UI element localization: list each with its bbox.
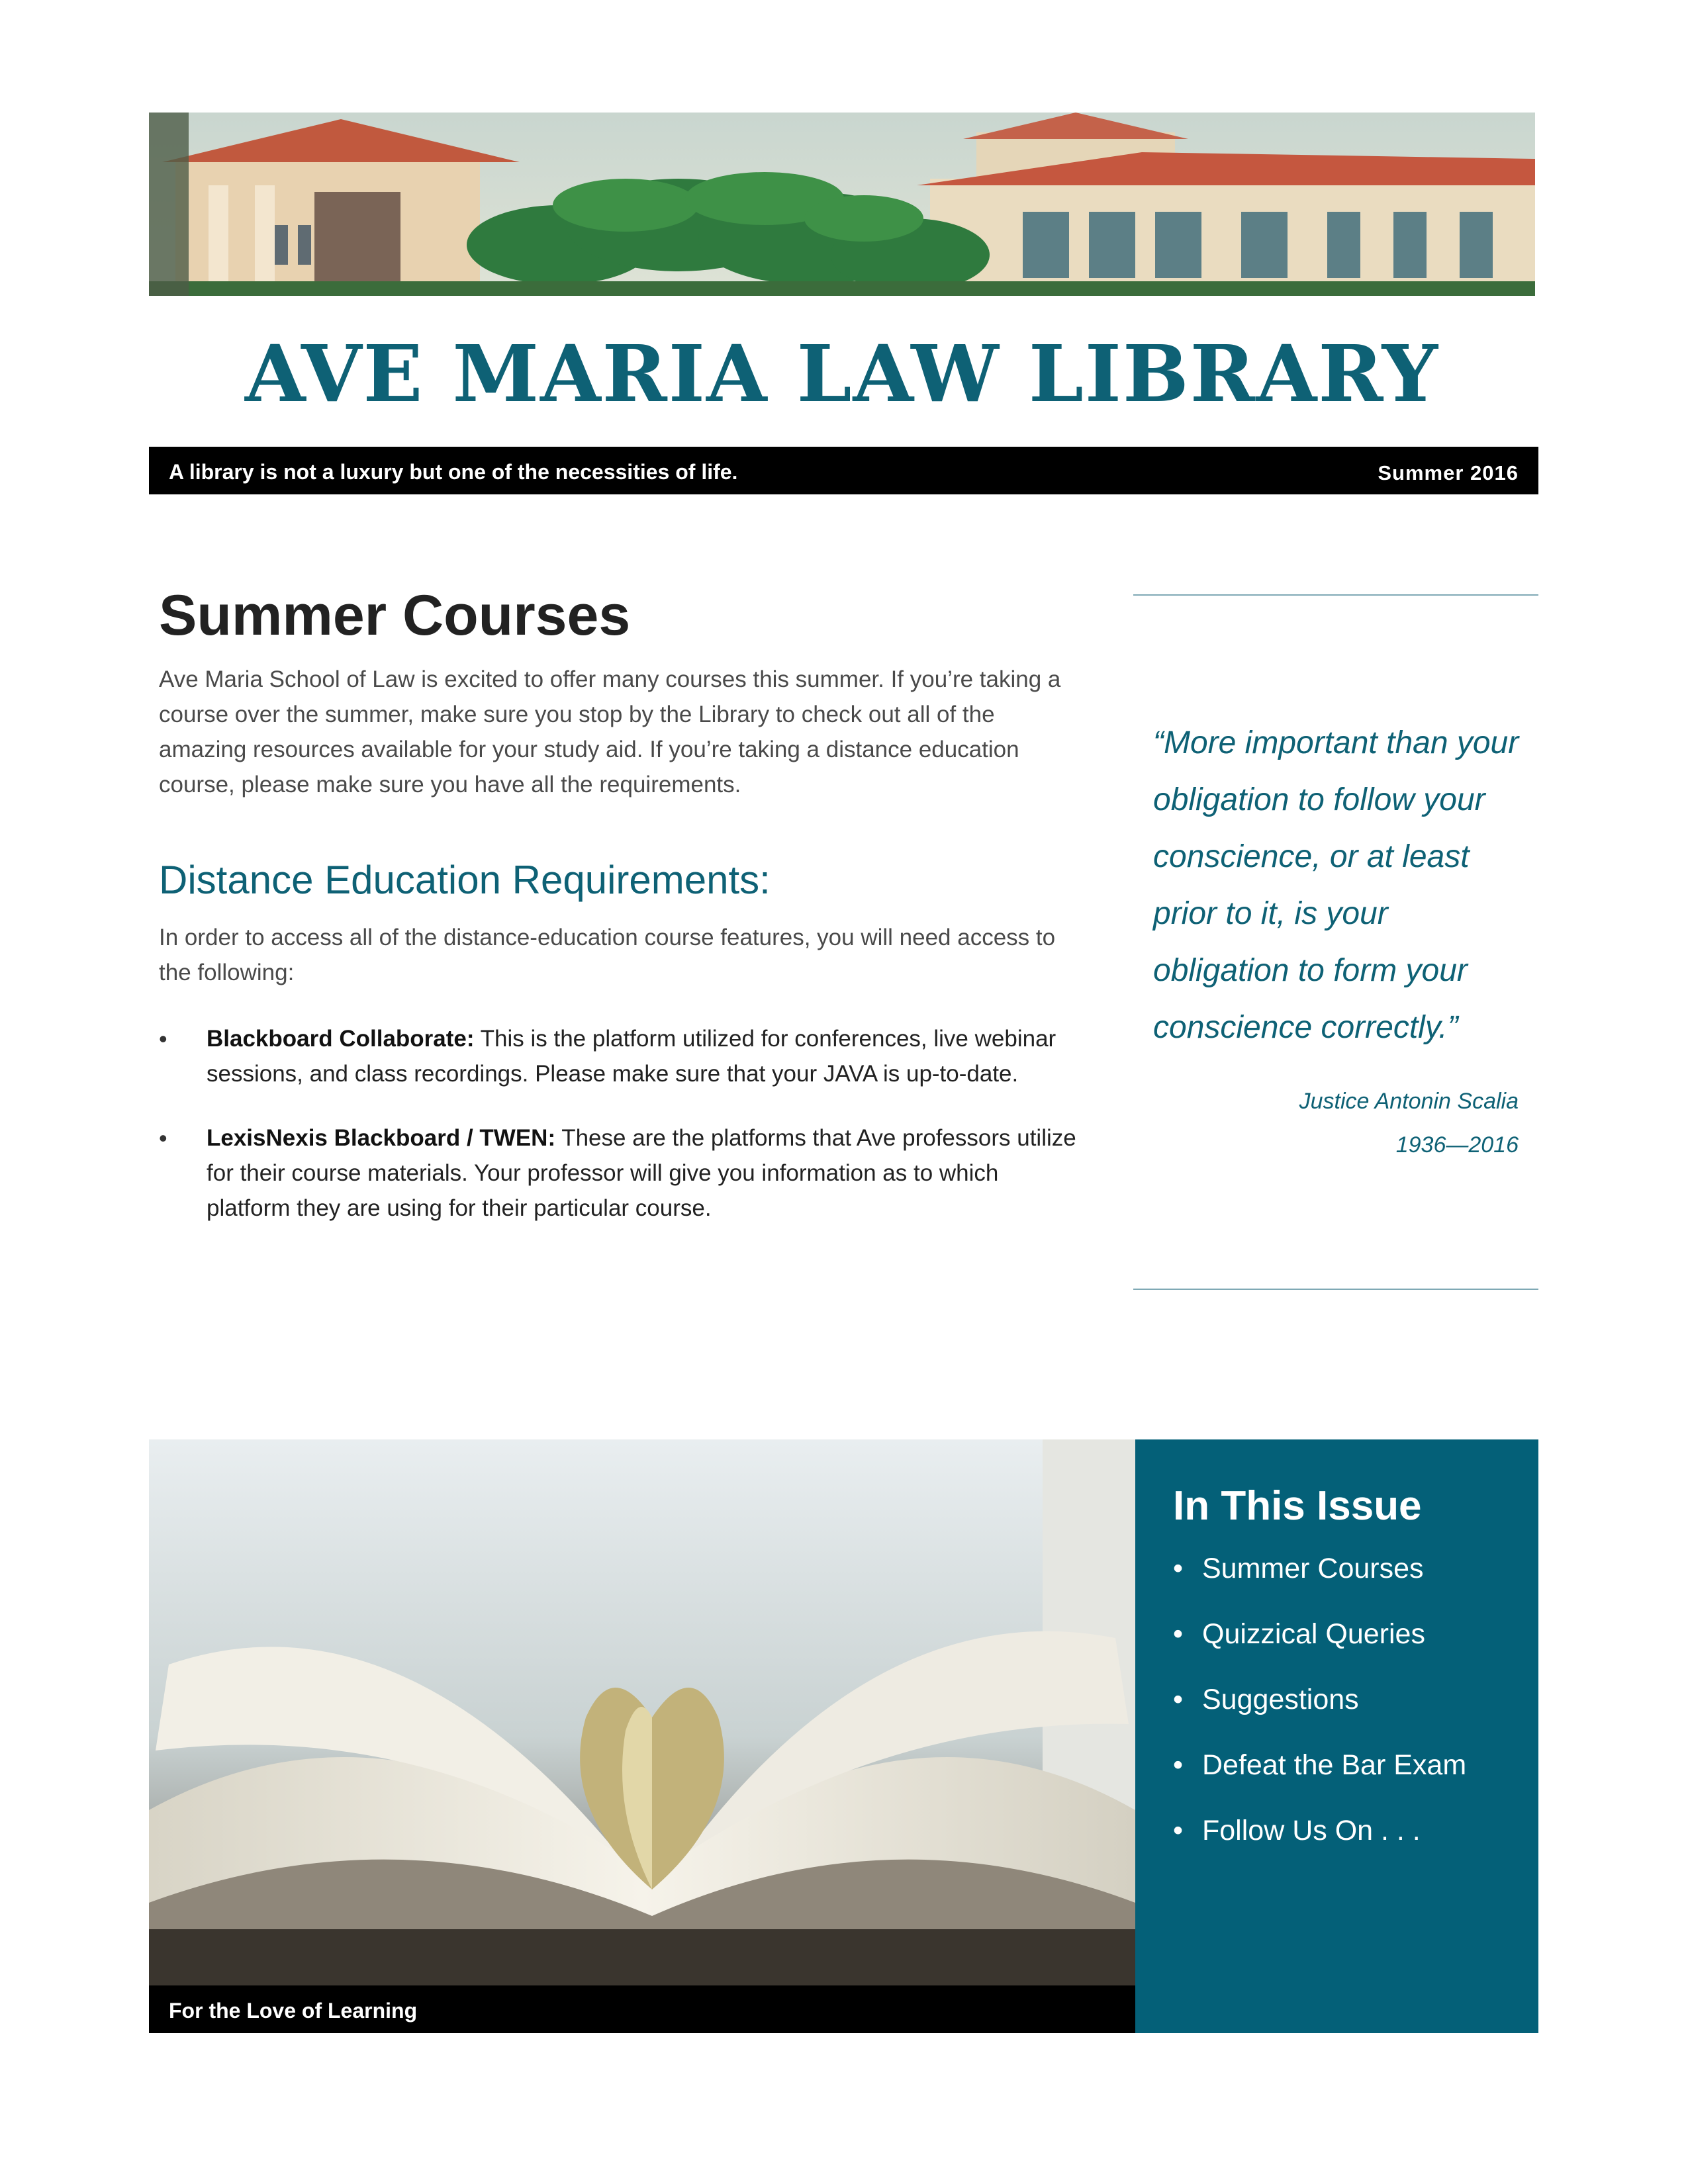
issue-item-label: Defeat the Bar Exam — [1202, 1749, 1467, 1781]
bullet: • — [1173, 1684, 1184, 1715]
bullet: • — [1173, 1749, 1184, 1781]
tagline: A library is not a luxury but one of the necessities of life. — [169, 460, 738, 484]
in-this-issue-list — [1173, 1552, 1466, 1880]
header-banner-image — [149, 113, 1535, 296]
in-this-issue-panel — [1135, 1439, 1538, 2033]
bullet: • — [1173, 1815, 1184, 1846]
book-photo — [149, 1439, 1135, 2033]
tagline-bar — [149, 447, 1538, 494]
bullet: • — [1173, 1618, 1184, 1650]
requirements-list — [159, 1021, 1086, 1255]
list-item — [1173, 1552, 1466, 1585]
requirements-intro: In order to access all of the distance-education course features, you will need access to the following: — [159, 925, 1056, 985]
quote-divider-top — [1133, 594, 1538, 596]
quote-divider-bottom — [1133, 1289, 1538, 1290]
in-this-issue-heading: In This Issue — [1173, 1483, 1422, 1529]
bullet: • — [159, 1025, 167, 1052]
list-item — [159, 1120, 1086, 1226]
list-item — [1173, 1683, 1466, 1716]
requirement-term: Blackboard Collaborate: — [207, 1026, 475, 1052]
list-item — [159, 1021, 1086, 1091]
issue-item-label: Follow Us On . . . — [1202, 1815, 1421, 1846]
article-title: Summer Courses — [159, 584, 631, 647]
issue-item-label: Quizzical Queries — [1202, 1618, 1425, 1650]
open-book-illustration — [149, 1439, 1135, 2033]
masthead-title: AVE MARIA LAW LIBRARY — [244, 328, 1440, 420]
bullet: • — [159, 1124, 167, 1152]
requirement-text: This is the platform utilized for conferences, live webinar sessions, and class recordings. Please make sure that your JAVA is up-to-date. — [207, 1026, 1056, 1087]
bullet: • — [1173, 1553, 1184, 1584]
requirements-heading: Distance Education Requirements: — [159, 858, 771, 902]
issue-item-label: Suggestions — [1202, 1684, 1359, 1715]
quote-author: Justice Antonin Scalia — [1299, 1089, 1519, 1114]
building-illustration — [149, 113, 1535, 296]
photo-caption: For the Love of Learning — [169, 1999, 418, 2023]
list-item — [1173, 1814, 1466, 1847]
issue-item-label: Summer Courses — [1202, 1553, 1424, 1584]
list-item — [1173, 1617, 1466, 1651]
photo-caption-bar — [149, 1985, 1135, 2033]
issue-date: Summer 2016 — [1378, 461, 1519, 484]
pull-quote: “More important than your obligation to follow your conscience, or at least prior to it, is your obligation to form your conscience correctly.” — [1153, 725, 1519, 1045]
article-intro: Ave Maria School of Law is excited to offer many courses this summer. If you’re taking a course over the summer, make sure you stop by the Library to check out all of the amazing resources available for your study aid. If you’re taking a distance education course, please make sure you have all the requirements. — [159, 666, 1061, 797]
list-item — [1173, 1749, 1466, 1782]
requirement-text: These are the platforms that Ave professors utilize for their course materials. Your professor will give you information as to which platform they are using for their particular course. — [207, 1125, 1076, 1221]
requirement-term: LexisNexis Blackboard / TWEN: — [207, 1125, 556, 1151]
quote-years: 1936—2016 — [1395, 1132, 1519, 1158]
